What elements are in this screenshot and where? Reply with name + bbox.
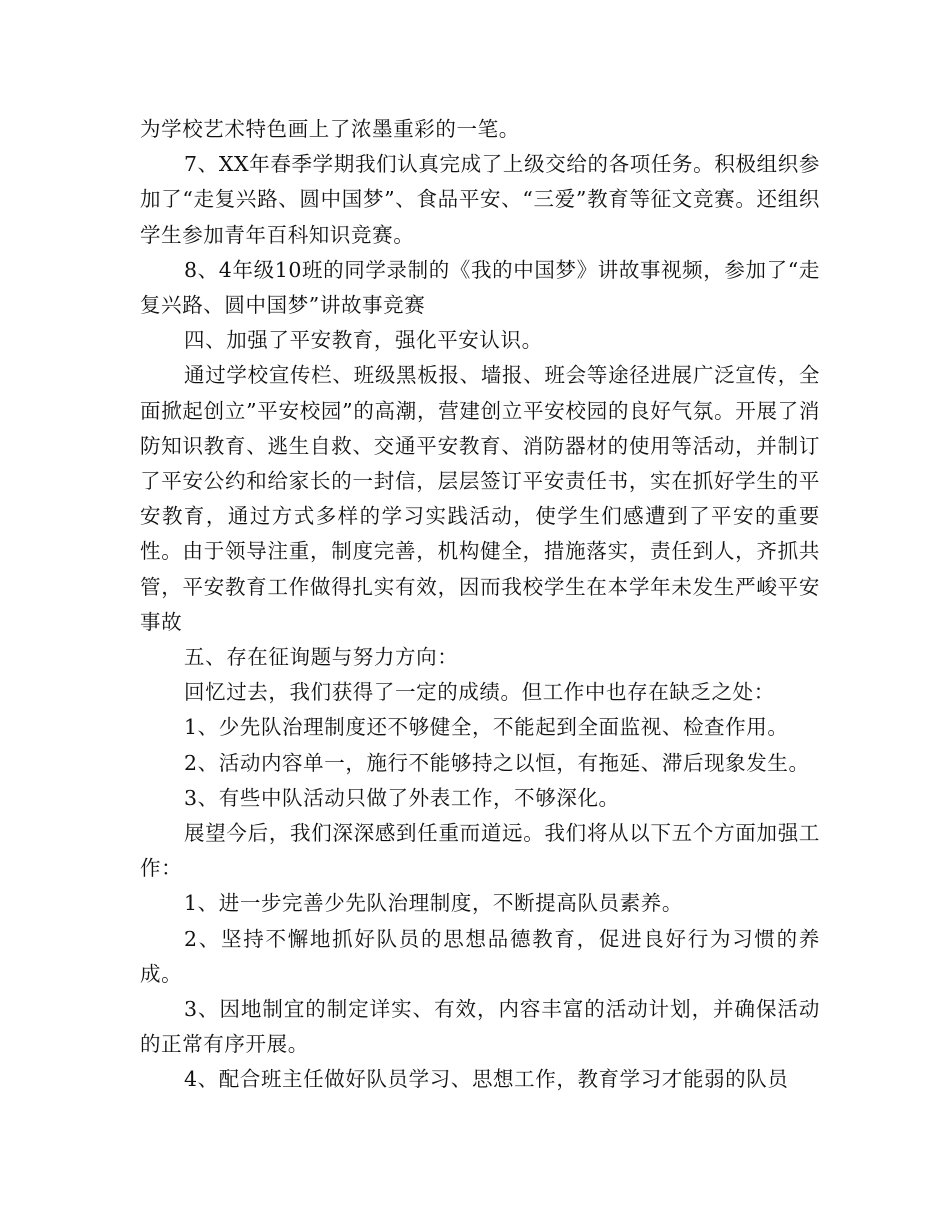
list-item: 1、进一步完善少先队治理制度，不断提高队员素养。	[184, 891, 683, 916]
list-item: 3、有些中队活动只做了外表工作，不够深化。	[184, 785, 620, 810]
paragraph: 为学校艺术特色画上了浓墨重彩的一笔。	[140, 117, 520, 141]
section-heading: 五、存在征询题与努力方向：	[184, 645, 459, 670]
paragraph: 7、XX年春季学期我们认真完成了上级交给的各项任务。积极组织参加了“走复兴路、圆中国梦”、食品平安、“三爱”教育等征文竞赛。还组织学生参加青年百科知识竞赛。	[140, 152, 820, 247]
section-heading: 四、加强了平安教育，强化平安认识。	[184, 328, 543, 353]
paragraph: 8、4年级10班的同学录制的《我的中国梦》讲故事视频，参加了“走复兴路、圆中国梦”讲故事竞赛	[140, 257, 820, 318]
list-item: 3、因地制宜的制定详实、有效，内容丰富的活动计划，并确保活动的正常有序开展。	[140, 997, 820, 1057]
paragraph: 回忆过去，我们获得了一定的成绩。但工作中也存在缺乏之处：	[184, 680, 775, 705]
paragraph: 展望今后，我们深深感到任重而道远。我们将从以下五个方面加强工作：	[140, 821, 820, 881]
list-item: 2、活动内容单一，施行不能够持之以恒，有拖延、滞后现象发生。	[184, 750, 810, 775]
list-item: 4、配合班主任做好队员学习、思想工作，教育学习才能弱的队员	[184, 1067, 789, 1092]
paragraph: 通过学校宣传栏、班级黑板报、墙报、班会等途径进展广泛宣传，全面掀起创立”平安校园”的高潮，营建创立平安校园的良好气氛。开展了消防知识教育、逃生自救、交通平安教育、消防器材的使用等活动，并制订了平安公约和给家长的一封信，层层签订平安责任书，实在抓好学生的平安教育，通过方式多样的学习实践活动，使学生们感遭到了平安的重要性。由于领导注重，制度完善，机构健全，措施落实，责任到人，齐抓共管，平安教育工作做得扎实有效，因而我校学生在本学年未发生严峻平安事故	[140, 363, 820, 634]
list-item: 1、少先队治理制度还不够健全，不能起到全面监视、检查作用。	[184, 715, 789, 740]
list-item: 2、坚持不懈地抓好队员的思想品德教育，促进良好行为习惯的养成。	[140, 926, 820, 986]
document-body	[140, 112, 820, 1098]
